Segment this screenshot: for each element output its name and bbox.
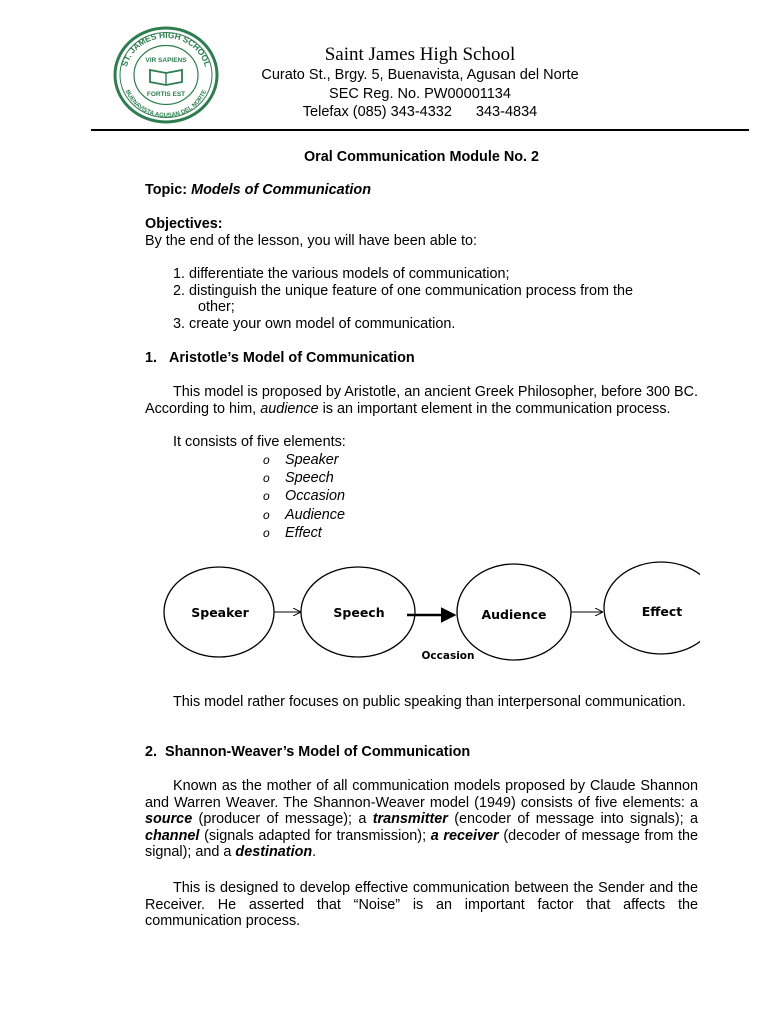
p1-text: (signals adapted for transmission); xyxy=(199,827,431,844)
school-address: Curato St., Brgy. 5, Buenavista, Agusan del Norte xyxy=(261,67,579,83)
logo-motto-top: VIR SAPIENS xyxy=(145,57,187,64)
sec-registration: SEC Reg. No. PW00001134 xyxy=(329,85,511,102)
topic-line xyxy=(145,182,698,199)
section1-closing: This model rather focuses on public speaking than interpersonal communication. xyxy=(173,694,686,710)
term-receiver: a receiver xyxy=(430,827,499,844)
objective-text: 1. differentiate the various models of communication; xyxy=(173,266,510,282)
term-destination: destination xyxy=(235,844,313,860)
logo-ring-top-text: ST. JAMES HIGH SCHOOL xyxy=(119,29,213,68)
elements-list xyxy=(145,451,698,542)
element-label: Effect xyxy=(285,524,322,541)
objectives-intro: By the end of the lesson, you will have been able to: xyxy=(145,233,478,249)
bullet-marker: o xyxy=(263,489,270,504)
element-item xyxy=(145,487,698,505)
objective-item xyxy=(145,266,698,283)
bullet-marker: o xyxy=(263,507,270,522)
objective-item xyxy=(145,283,698,316)
element-label: Speaker xyxy=(285,452,339,468)
bullet-marker: o xyxy=(263,453,270,467)
objectives-list xyxy=(145,266,698,332)
school-logo xyxy=(113,26,219,124)
element-label: Audience xyxy=(285,506,346,523)
module-title: Oral Communication Module No. 2 xyxy=(303,149,540,165)
element-label: Occasion xyxy=(285,488,345,505)
audience-label: Audience xyxy=(481,607,547,622)
term-channel: channel xyxy=(145,827,200,844)
school-name: Saint James High School xyxy=(324,44,516,65)
objectives-heading: Objectives: xyxy=(145,216,223,232)
logo-motto-bottom: FORTIS EST xyxy=(146,91,186,98)
bullet-marker: o xyxy=(263,471,270,486)
section1-emphasis: audience xyxy=(260,400,319,417)
section2-paragraph-1 xyxy=(145,778,698,861)
element-item xyxy=(145,524,698,542)
bullet-marker: o xyxy=(263,525,270,540)
header-divider xyxy=(91,129,749,131)
section1-text-b: is an important element in the communication process. xyxy=(318,400,671,417)
element-item xyxy=(145,451,698,469)
element-label: Speech xyxy=(285,470,334,487)
term-source: source xyxy=(145,811,193,827)
objective-item xyxy=(145,316,698,333)
section1-paragraph xyxy=(145,384,698,417)
objective-text: 2. distinguish the unique feature of one communication process from the xyxy=(173,282,633,299)
speech-label: Speech xyxy=(333,605,385,620)
logo-ring-bottom-text: BUENAVISTA AGUSAN DEL NORTE xyxy=(123,89,209,120)
section1-text-a: This model is proposed by Aristotle, an ancient Greek Philosopher, before 300 BC. According to him, xyxy=(145,384,698,417)
elements-intro: It consists of five elements: xyxy=(173,434,346,450)
element-item xyxy=(145,506,698,524)
effect-label: Effect xyxy=(641,604,683,619)
section1-heading: 1. Aristotle’s Model of Communication xyxy=(145,350,415,366)
telefax-line xyxy=(240,103,600,122)
aristotle-model-diagram xyxy=(160,558,700,668)
element-item xyxy=(145,469,698,487)
telefax-secondary: 343-4834 xyxy=(475,104,538,120)
book-icon xyxy=(150,70,182,85)
objective-continuation: other; xyxy=(198,299,235,315)
p1-text: (decoder of message from the signal); and a xyxy=(145,827,699,860)
letterhead xyxy=(240,44,600,122)
speaker-label: Speaker xyxy=(191,605,249,620)
p1-text: (producer of message); a xyxy=(192,811,373,827)
occasion-label: Occasion xyxy=(421,650,475,662)
term-transmitter: transmitter xyxy=(372,811,448,827)
topic-value: Models of Communication xyxy=(191,182,371,198)
objective-text: 3. create your own model of communication. xyxy=(173,315,456,332)
p1-text: Known as the mother of all communication models proposed by Claude Shannon and Warren Weaver. The Shannon-Weaver model (1949) consists of five elements: a xyxy=(145,778,698,811)
p1-text: . xyxy=(312,844,317,860)
telefax-primary: Telefax (085) 343-4332 xyxy=(302,104,452,120)
p1-text: (encoder of message into signals); a xyxy=(447,811,698,827)
section2-paragraph-2: This is designed to develop effective communication between the Sender and the Receiver. He asserted that “Noise” is an important factor that affects the communication process. xyxy=(145,880,698,929)
section2-heading: 2. Shannon-Weaver’s Model of Communication xyxy=(145,744,471,760)
topic-label: Topic: xyxy=(145,182,188,198)
